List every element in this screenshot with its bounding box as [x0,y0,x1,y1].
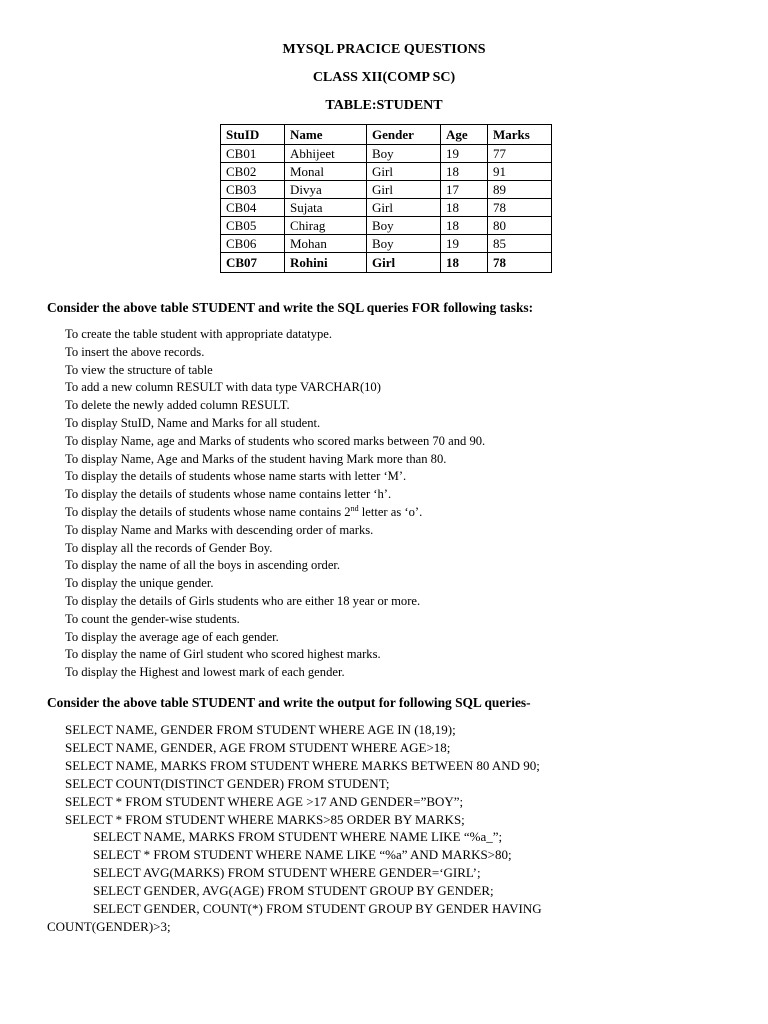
cell-name: Monal [285,163,367,181]
table-row [221,181,552,199]
task-item: To display the Highest and lowest mark of each gender. [65,665,345,680]
class-subtitle: CLASS XII(COMP SC) [312,70,456,85]
cell-gender: Girl [367,253,441,273]
query-item-continuation: COUNT(GENDER)>3; [47,918,171,934]
task-item: To view the structure of table [65,362,213,377]
task-item: To display the average age of each gender. [65,629,279,644]
cell-age: 18 [441,217,488,235]
cell-stuid: CB07 [221,253,285,273]
column-header-marks: Marks [488,125,552,145]
table-row [221,145,552,163]
query-item: SELECT * FROM STUDENT WHERE AGE >17 AND GENDER=”BOY”; [65,793,464,809]
task-item: To display Name, age and Marks of students who scored marks between 70 and 90. [65,433,486,448]
task-item: To add a new column RESULT with data type VARCHAR(10) [65,380,381,395]
table-header-row [221,125,552,145]
student-table [220,124,552,273]
task-item: To display the name of all the boys in ascending order. [65,558,341,573]
sql-tasks-heading: Consider the above table STUDENT and write the SQL queries FOR following tasks: [47,300,534,315]
query-item: SELECT * FROM STUDENT WHERE NAME LIKE “%a” AND MARKS>80; [93,847,512,863]
task-item: To display the unique gender. [65,576,214,591]
query-item: SELECT NAME, MARKS FROM STUDENT WHERE MARKS BETWEEN 80 AND 90; [65,757,540,773]
table-row [221,199,552,217]
cell-gender: Boy [367,145,441,163]
cell-gender: Boy [367,235,441,253]
query-item: SELECT NAME, MARKS FROM STUDENT WHERE NAME LIKE “%a_”; [93,829,503,845]
cell-age: 19 [441,145,488,163]
query-item: SELECT AVG(MARKS) FROM STUDENT WHERE GENDER=‘GIRL’; [93,865,481,881]
query-item: SELECT GENDER, AVG(AGE) FROM STUDENT GROUP BY GENDER; [93,883,494,899]
cell-gender: Girl [367,181,441,199]
task-item: To count the gender-wise students. [65,611,240,626]
cell-stuid: CB06 [221,235,285,253]
table-row [221,235,552,253]
cell-name: Divya [285,181,367,199]
task-item: To display Name, Age and Marks of the student having Mark more than 80. [65,451,447,466]
sql-task-list [65,326,485,682]
cell-gender: Boy [367,217,441,235]
cell-marks: 78 [488,199,552,217]
cell-stuid: CB05 [221,217,285,235]
cell-marks: 85 [488,235,552,253]
query-item: SELECT COUNT(DISTINCT GENDER) FROM STUDENT; [65,775,390,791]
table-row [221,163,552,181]
cell-marks: 77 [488,145,552,163]
cell-age: 19 [441,235,488,253]
task-item: To display StuID, Name and Marks for all student. [65,415,321,430]
document-title: MYSQL PRACICE QUESTIONS [282,42,486,57]
ordinal-superscript: nd [350,503,359,513]
cell-stuid: CB02 [221,163,285,181]
column-header-stuid: StuID [221,125,285,145]
column-header-age: Age [441,125,488,145]
cell-stuid: CB03 [221,181,285,199]
table-row [221,217,552,235]
task-item: To display Name and Marks with descending order of marks. [65,522,374,537]
task-item: To create the table student with appropriate datatype. [65,327,332,341]
task-text-suffix: letter as ‘o’. [358,504,423,519]
task-item: To display the name of Girl student who scored highest marks. [65,647,381,662]
table-row [221,253,552,273]
cell-age: 18 [441,163,488,181]
cell-marks: 89 [488,181,552,199]
cell-age: 18 [441,199,488,217]
column-header-gender: Gender [367,125,441,145]
task-text-prefix: To display the details of students whose name contains 2 [65,504,351,519]
cell-name: Abhijeet [285,145,367,163]
cell-name: Rohini [285,253,367,273]
task-item: To display the details of students whose name contains letter ‘h’. [65,487,392,502]
cell-name: Mohan [285,235,367,253]
task-item: To insert the above records. [65,344,205,359]
cell-gender: Girl [367,199,441,217]
task-item: To display the details of students whose name starts with letter ‘M’. [65,469,407,484]
task-item: To display the details of Girls students who are either 18 year or more. [65,593,421,608]
sql-output-heading: Consider the above table STUDENT and write the output for following SQL queries- [47,695,531,710]
cell-age: 18 [441,253,488,273]
query-item: SELECT NAME, GENDER FROM STUDENT WHERE AGE IN (18,19); [65,722,456,737]
query-item: SELECT GENDER, COUNT(*) FROM STUDENT GROUP BY GENDER HAVING [93,901,542,917]
cell-gender: Girl [367,163,441,181]
query-item: SELECT * FROM STUDENT WHERE MARKS>85 ORDER BY MARKS; [65,811,465,827]
cell-name: Sujata [285,199,367,217]
cell-marks: 91 [488,163,552,181]
column-header-name: Name [285,125,367,145]
task-item [65,504,485,522]
cell-marks: 80 [488,217,552,235]
task-item: To delete the newly added column RESULT. [65,398,290,413]
cell-name: Chirag [285,217,367,235]
cell-stuid: CB04 [221,199,285,217]
cell-marks: 78 [488,253,552,273]
cell-age: 17 [441,181,488,199]
task-item: To display all the records of Gender Boy. [65,540,273,555]
sql-query-list [47,721,727,936]
query-item: SELECT NAME, GENDER, AGE FROM STUDENT WHERE AGE>18; [65,739,451,755]
cell-stuid: CB01 [221,145,285,163]
table-caption: TABLE:STUDENT [325,98,443,113]
